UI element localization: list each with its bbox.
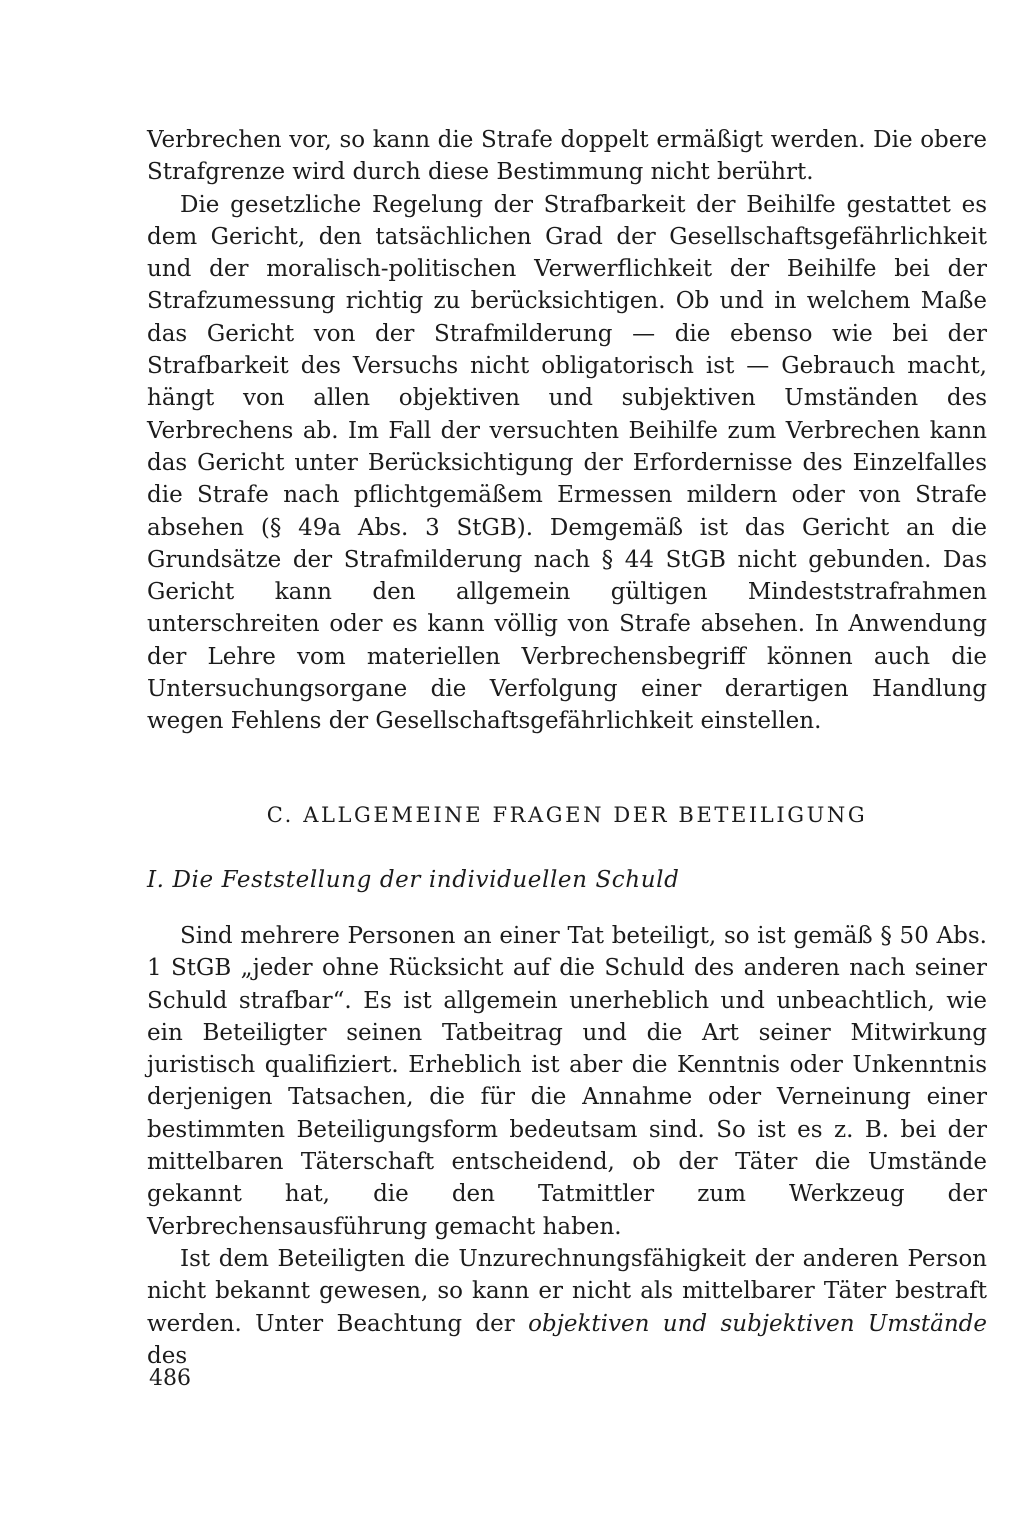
subsection-text-block (147, 920, 987, 1372)
subsection-heading-individuelle-schuld: I. Die Feststellung der individuellen Schuld (147, 867, 680, 893)
paragraph-unzurechnungsfaehigkeit (147, 1243, 987, 1372)
emphasis-objektive-subjektive-umstaende: objektiven und subjektiven Umstände (528, 1310, 988, 1337)
continuation-paragraph: Verbrechen vor, so kann die Strafe doppelt ermäßigt werden. Die obere Strafgrenze wird durch diese Bestimmung nicht berührt. (147, 127, 987, 186)
paragraph-text-start: Ist dem Beteiligten die Unzurechnungsfähigkeit der anderen Person nicht bekannt gewesen, so kann er nicht als mittelbarer Täter bestraft werden. Unter Beachtung der (147, 1245, 987, 1337)
section-heading-c: C. ALLGEMEINE FRAGEN DER BETEILIGUNG (266, 803, 868, 827)
paragraph-beihilfe-strafzumessung: Die gesetzliche Regelung der Strafbarkeit der Beihilfe gestattet es dem Gericht, den tatsächlichen Grad der Gesellschaftsgefährlichkeit und der moralisch-politischen Verwerflichkeit der Beihilfe bei der Strafzumessung richtig zu berücksichtigen. Ob und in welchem Maße das Gericht von der Strafmilderung — die ebenso wie bei der Strafbarkeit des Versuchs nicht obligatorisch ist — Gebrauch macht, hängt von allen objektiven und subjektiven Umständen des Verbrechens ab. Im Fall der versuchten Beihilfe zum Verbrechen kann das Gericht unter Berücksichtigung der Erfordernisse des Einzelfalles die Strafe nach pflichtgemäßem Ermessen mildern oder von Strafe absehen (§ 49a Abs. 3 StGB). Demgemäß ist das Gericht an die Grundsätze der Strafmilderung nach § 44 StGB nicht gebunden. Das Gericht kann den allgemein gültigen Mindeststrafrahmen unterschreiten oder es kann völlig von Strafe absehen. In Anwendung der Lehre vom materiellen Verbrechensbegriff können auch die Untersuchungsorgane die Verfolgung einer derartigen Handlung wegen Fehlens der Gesellschaftsgefährlichkeit einstellen. (147, 191, 987, 735)
page-number: 486 (149, 1366, 191, 1391)
top-text-block (147, 124, 987, 738)
paragraph-text-end: des (147, 1342, 188, 1369)
paragraph-mehrere-personen: Sind mehrere Personen an einer Tat beteiligt, so ist gemäß § 50 Abs. 1 StGB „jeder ohne Rücksicht auf die Schuld des anderen nach seiner Schuld strafbar“. Es ist allgemein unerheblich und unbeachtlich, wie ein Beteiligter seinen Tatbeitrag und die Art seiner Mitwirkung juristisch qualifiziert. Erheblich ist aber die Kenntnis oder Unkenntnis derjenigen Tatsachen, die für die Annahme oder Verneinung einer bestimmten Beteiligungsform bedeutsam sind. So ist es z. B. bei der mittelbaren Täterschaft entscheidend, ob der Täter die Umstände gekannt hat, die den Tatmittler zum Werkzeug der Verbrechensausführung gemacht haben. (147, 923, 987, 1240)
